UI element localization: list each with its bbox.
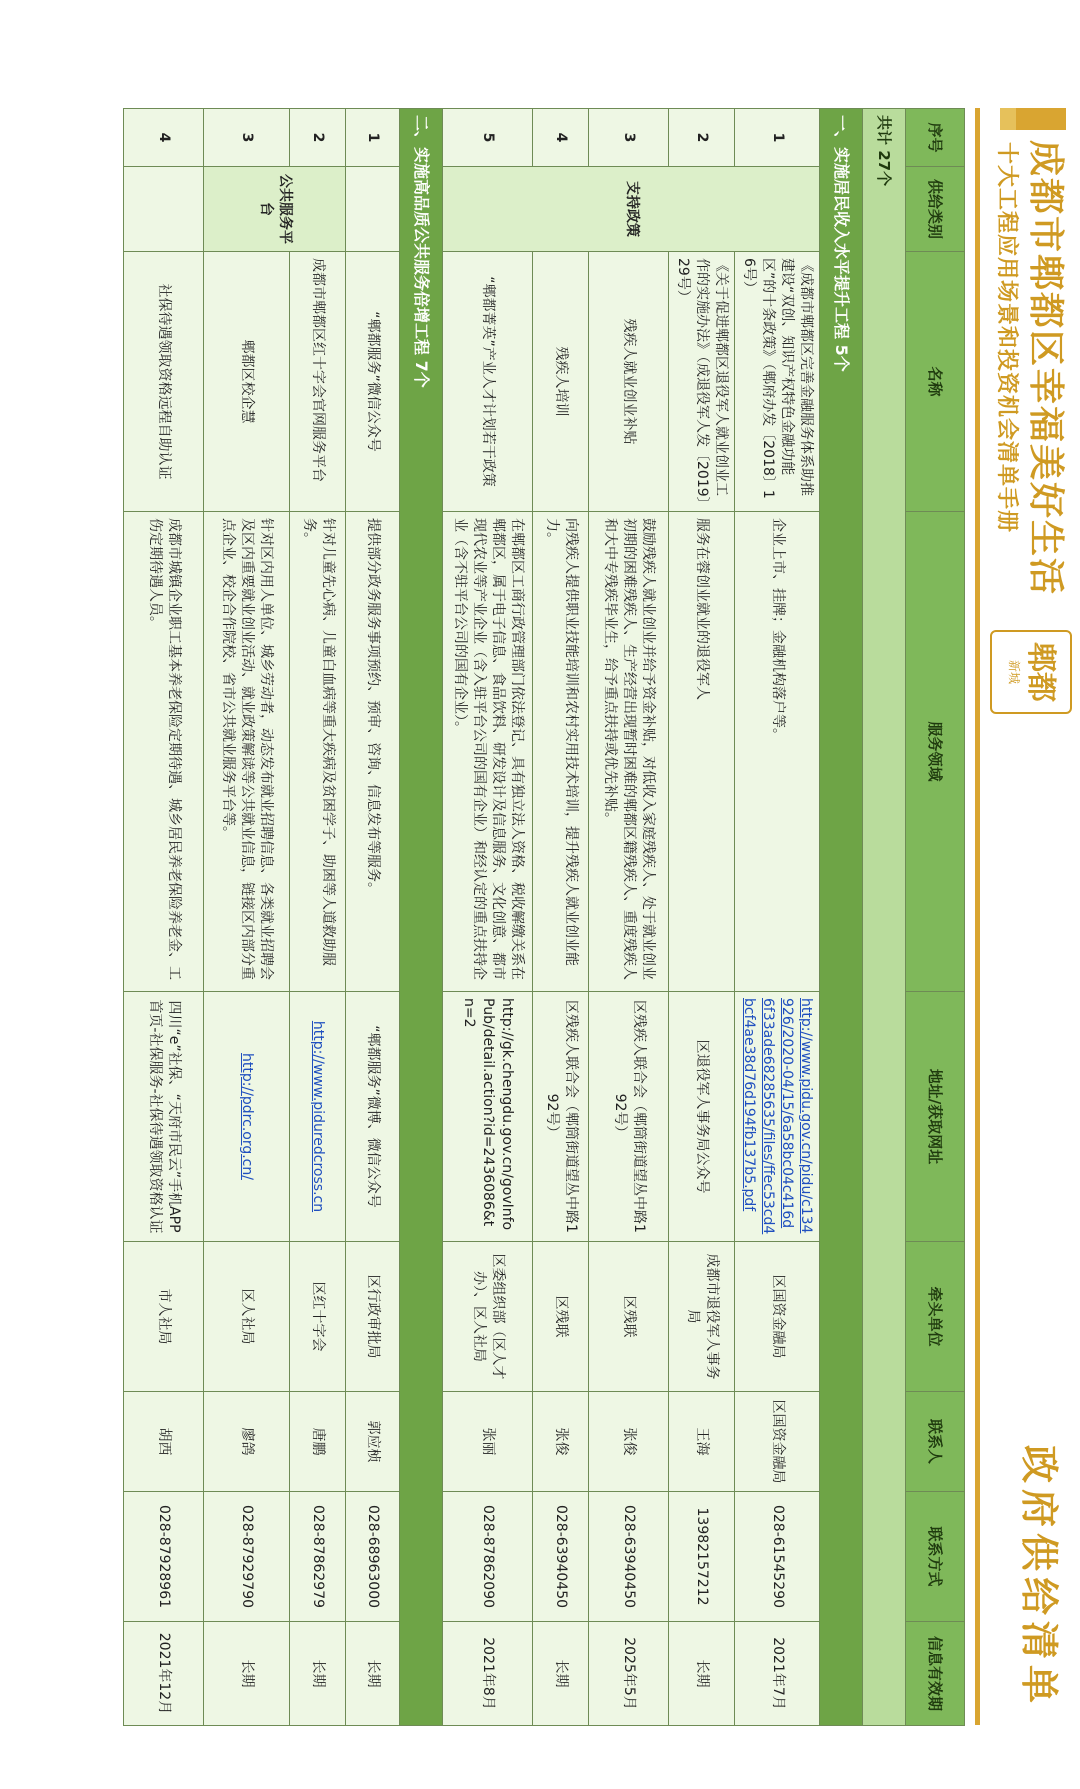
col-header-lead: 牵头单位 [906, 1242, 965, 1392]
cell-no: 2 [669, 109, 735, 167]
cell-lead: 区人社局 [204, 1242, 290, 1392]
table-row [124, 109, 204, 1726]
cell-address: http://gk.chengdu.gov.cn/govInfoPub/detail.action?id=2436086&tn=2 [443, 992, 533, 1242]
section-title-right: 政府供给清单 [1017, 1444, 1061, 1709]
cell-phone: 028-61545290 [735, 1492, 820, 1622]
cell-category-empty [346, 167, 400, 252]
cell-address-link[interactable]: http://pdrc.org.cn/ [204, 992, 290, 1242]
cell-valid: 长期 [346, 1622, 400, 1726]
cell-valid: 长期 [533, 1622, 589, 1726]
cell-address: 区残疾人联合会（郫筒街道望丛中路192号） [533, 992, 589, 1242]
page-header [960, 0, 1080, 1789]
cell-no: 1 [346, 109, 400, 167]
cell-lead: 区残联 [533, 1242, 589, 1392]
cell-field: 向残疾人提供职业技能培训和农村实用技术培训，提升残疾人就业创业能力。 [533, 512, 589, 992]
cell-lead: 区行政审批局 [346, 1242, 400, 1392]
cell-contact: 区国资金融局 [735, 1392, 820, 1492]
cell-phone: 028-87862090 [443, 1492, 533, 1622]
cell-no: 2 [290, 109, 346, 167]
cell-contact: 王海 [669, 1392, 735, 1492]
header-title: 成都市郫都区幸福美好生活 [1025, 140, 1066, 597]
cell-address: 区退役军人事务局公众号 [669, 992, 735, 1242]
cell-no: 3 [204, 109, 290, 167]
table-row [735, 109, 820, 1726]
cell-lead: 区红十字会 [290, 1242, 346, 1392]
cell-lead: 成都市退役军人事务局 [669, 1242, 735, 1392]
cell-phone: 028-87929790 [204, 1492, 290, 1622]
table-row [589, 109, 669, 1726]
table-row [346, 109, 400, 1726]
cell-field: 在郫都区工商行政管理部门依法登记、具有独立法人资格、税收解缴关系在郫都区，属于电子信息、食品饮料、研发设计及信息服务、文化创意、都市现代农业等产业企业（含入驻平台公司的国有企业）和经认定的重点扶持企业（含不驻平台公司的国有企业）。 [443, 512, 533, 992]
cell-field: 鼓励残疾人就业创业并给予资金补贴，对低收入家庭残疾人、处于就业创业初期的困难残疾人、生产经营出现暂时困难的郫都区籍残疾人、重度残疾人和大中专残疾毕业生，给予重点扶持或优先补贴。 [589, 512, 669, 992]
cell-field: 企业上市、挂牌；金融机构落户等。 [735, 512, 820, 992]
table-header-row [906, 109, 965, 1726]
header-accent-bar-light [1000, 108, 1016, 130]
cell-contact: 张俊 [589, 1392, 669, 1492]
supply-list-table-container [123, 108, 965, 1725]
cell-name: “郫都菁英”产业人才计划若干政策 [443, 252, 533, 512]
cell-contact: 张俊 [533, 1392, 589, 1492]
total-row [863, 109, 906, 1726]
cell-phone: 13982157212 [669, 1492, 735, 1622]
cell-address-link[interactable]: http://www.pidu.gov.cn/pidu/c134926/2020-04/15/6a58bc04c416d6f33ade68285635/files/ffec53cd4bcf4ae38d76d194fb137b5.pdf [735, 992, 820, 1242]
logo-text: 郫都 [1023, 642, 1059, 702]
cell-lead: 区残联 [589, 1242, 669, 1392]
pidu-logo-icon [990, 630, 1072, 714]
cell-valid: 2021年8月 [443, 1622, 533, 1726]
cell-address: “郫都服务”微博、微信公众号 [346, 992, 400, 1242]
cell-valid: 长期 [204, 1622, 290, 1726]
cell-valid: 长期 [290, 1622, 346, 1726]
cell-contact: 廖鸽 [204, 1392, 290, 1492]
table-row [533, 109, 589, 1726]
col-header-no: 序号 [906, 109, 965, 167]
table-row [443, 109, 533, 1726]
cell-address: 区残疾人联合会（郫筒街道望丛中路192号） [589, 992, 669, 1242]
section-title: 一、实施居民收入水平提升工程 5个 [820, 109, 863, 1726]
col-header-category: 供给类别 [906, 167, 965, 252]
cell-name: 成都市郫都区红十字会官网服务平台 [290, 252, 346, 512]
table-row [290, 109, 346, 1726]
cell-phone: 028-68963000 [346, 1492, 400, 1622]
cell-contact: 胡西 [124, 1392, 204, 1492]
cell-name: 郫都区校企慧 [204, 252, 290, 512]
table-row [204, 109, 290, 1726]
cell-no: 4 [533, 109, 589, 167]
section-header-row [400, 109, 443, 1726]
col-header-name: 名称 [906, 252, 965, 512]
header-subtitle: 十大工程应用场景和投资机会清单手册 [994, 142, 1019, 534]
cell-category-empty [124, 167, 204, 252]
total-label: 共计 27个 [863, 109, 906, 1726]
supply-list-table [123, 108, 965, 1726]
cell-lead: 区委组织部（区人才办）、区人社局 [443, 1242, 533, 1392]
cell-name: 残疾人培训 [533, 252, 589, 512]
cell-valid: 2021年7月 [735, 1622, 820, 1726]
cell-no: 5 [443, 109, 533, 167]
cell-category: 公共服务平台 [204, 167, 346, 252]
cell-phone: 028-63940450 [589, 1492, 669, 1622]
header-divider [975, 108, 980, 1725]
cell-field: 针对区内用人单位、城乡劳动者，动态发布就业招聘信息、各类就业招聘会及区内重要就业创业活动、就业政策解读等公共就业信息，链接区内部分重点企业、校企合作院校、省市公共就业服务平台等。 [204, 512, 290, 992]
cell-field: 服务在蓉创业就业的退役军人 [669, 512, 735, 992]
cell-valid: 长期 [669, 1622, 735, 1726]
col-header-field: 服务领域 [906, 512, 965, 992]
cell-name: 《关于促进郫都区退役军人就业创业工作的实施办法》（成退役军人发〔2019〕29号） [669, 252, 735, 512]
cell-no: 1 [735, 109, 820, 167]
cell-lead: 市人社局 [124, 1242, 204, 1392]
section-header-row [820, 109, 863, 1726]
cell-address-link[interactable]: http://www.piduredcross.cn [290, 992, 346, 1242]
col-header-phone: 联系方式 [906, 1492, 965, 1622]
logo-small-text: 新城 [1007, 659, 1022, 684]
cell-contact: 唐鹏 [290, 1392, 346, 1492]
col-header-contact: 联系人 [906, 1392, 965, 1492]
cell-address: 四川“e”社保、“天府市民云”手机APP首页-社保服务-社保待遇领取资格认证 [124, 992, 204, 1242]
table-row [669, 109, 735, 1726]
cell-no: 4 [124, 109, 204, 167]
col-header-valid: 信息有效期 [906, 1622, 965, 1726]
cell-name: 社保待遇领取资格远程自助认证 [124, 252, 204, 512]
cell-contact: 郭应桢 [346, 1392, 400, 1492]
cell-contact: 张丽 [443, 1392, 533, 1492]
cell-field: 提供部分政务服务事项预约、预审、咨询、信息发布等服务。 [346, 512, 400, 992]
cell-no: 3 [589, 109, 669, 167]
cell-name: 《成都市郫都区完善金融服务体系助推建设“双创、知识产权特色金融功能区”的十条政策》（郫府办发〔2018〕16号） [735, 252, 820, 512]
cell-valid: 2025年5月 [589, 1622, 669, 1726]
cell-name: “郫都服务”微信公众号 [346, 252, 400, 512]
col-header-address: 地址/获取网址 [906, 992, 965, 1242]
cell-phone: 028-87862979 [290, 1492, 346, 1622]
cell-phone: 028-63940450 [533, 1492, 589, 1622]
cell-category: 支持政策 [443, 167, 820, 252]
cell-lead: 区国资金融局 [735, 1242, 820, 1392]
cell-field: 针对儿童先心病、儿童白血病等重大疾病及贫困学子、助困等人道救助服务。 [290, 512, 346, 992]
cell-phone: 028-87928961 [124, 1492, 204, 1622]
cell-name: 残疾人就业创业补贴 [589, 252, 669, 512]
section-title: 二、实施高品质公共服务倍增工程 7个 [400, 109, 443, 1726]
header-accent-bar [1016, 108, 1066, 130]
cell-field: 成都市城镇企业职工基本养老保险定期待遇、城乡居民养老保险养老金、工伤定期待遇人员。 [124, 512, 204, 992]
cell-valid: 2021年12月 [124, 1622, 204, 1726]
